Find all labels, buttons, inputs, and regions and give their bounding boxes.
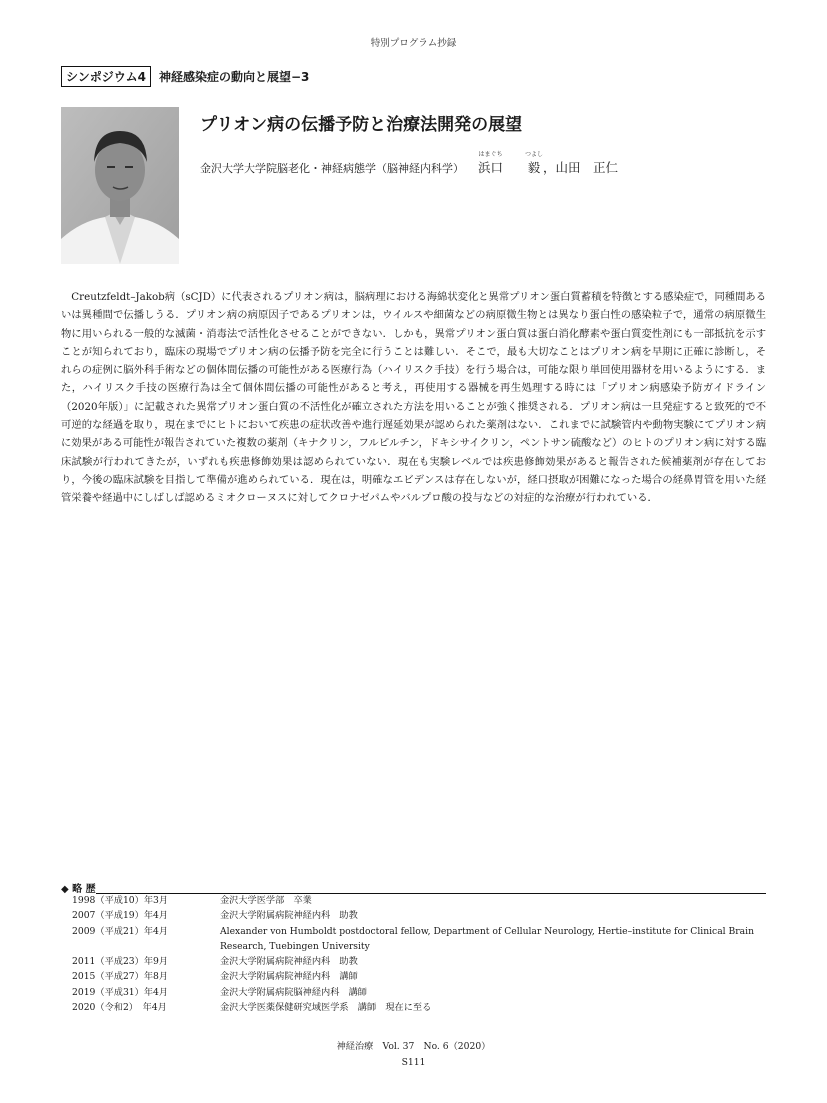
- session-title: 神経感染症の動向と展望−3: [158, 70, 310, 84]
- cv-entry: [72, 908, 766, 923]
- cv-text: 金沢大学医薬保健研究域医学系 講師 現在に至る: [220, 1002, 432, 1014]
- cv-text: 金沢大学医学部 卒業: [220, 895, 312, 906]
- page-footer: [0, 1039, 827, 1071]
- abstract-text: Creutzfeldt–Jakob病（sCJD）に代表されるプリオン病は，脳病理における海綿状変化と異常プリオン蛋白質蓄積を特徴とする感染症で，同種間あるいは異種間で伝播しうる．プリオン病の病原因子であるプリオンは，ウイルスや細菌などの病原微生物とは異なり蛋白性の感染粒子で，通常の病原微生物に用いられる一般的な滅菌・消毒法で活性化させることができない．しかも，異常プリオン蛋白質は蛋白消化酵素や蛋白質変性剤にも一部抵抗を示すことが知られており，臨床の現場でプリオン病の伝播予防を完全に行うことは難しい．そこで，最も大切なことはプリオン病を早期に正確に診断し，それらの症例に脳外科手術などの個体間伝播の可能性がある医療行為（ハイリスク手技）を行う場合は，可能な限り単回使用器材を用いるようにする．また，ハイリスク手技の医療行為は全て個体間伝播の可能性があると考え，再使用する器械を再生処理する時には「プリオン病感染予防ガイドライン（2020年版）」に記載された異常プリオン蛋白質の不活性化が確立された方法を用いることが強く推奨される．プリオン病は一旦発症すると致死的で不可逆的な経過を取り，現在までにヒトにおいて疾患の症状改善や進行遅延効果が認められた薬剤はない．これまでに試験管内や動物実験にてプリオン病に効果がある可能性が報告されていた複数の薬剤（キナクリン，フルピルチン，ドキシサイクリン，ペントサン硫酸など）のヒトのプリオン病に対する臨床試験が行われてきたが，いずれも疾患修飾効果は認められていない．現在も実験レベルでは疾患修飾効果があると報告された候補薬剤が存在しており，今後の臨床試験を目指して準備が進められている．現在は，明確なエビデンスは存在しないが，経口摂取が困難になった場合の経鼻胃管を用いた経管栄養や経過中にしばしば認めるミオクローヌスに対してクロナゼパムやバルプロ酸の投与などの対症的な治療が行われている．: [61, 291, 766, 505]
- cv-date: 2015（平成27）年8月: [72, 971, 169, 983]
- author-photo: [61, 107, 179, 264]
- authors: [478, 151, 618, 176]
- session-header: [61, 66, 309, 87]
- cv-entry: [72, 893, 766, 908]
- cv-date: 2020（令和2） 年4月: [72, 1002, 167, 1014]
- cv-date: 2011（平成23）年9月: [72, 956, 169, 968]
- cv-heading: [61, 880, 766, 894]
- author-separator: ，: [543, 160, 556, 175]
- author1-family-ruby: はまぐち: [478, 151, 503, 158]
- cv-date: 2009（平成21）年4月: [72, 925, 169, 937]
- cv-text: 金沢大学附属病院神経内科 講師: [220, 971, 358, 983]
- author1-family: [478, 151, 503, 176]
- cv-entry: [72, 969, 766, 984]
- running-head: 特別プログラム抄録: [370, 38, 457, 49]
- cv-text: Alexander von Humboldt postdoctoral fellow, Department of Cellular Neurology, Hertie–institute for Clinical Brain Research, Tuebingen University: [220, 925, 755, 952]
- author1-family-name: 浜口: [478, 160, 504, 175]
- page-number: S111: [401, 1057, 426, 1068]
- cv-entry: [72, 954, 766, 969]
- cv-date: 2007（平成19）年4月: [72, 910, 169, 922]
- affiliation: 金沢大学大学院脳老化・神経病態学（脳神経内科学）: [200, 162, 464, 175]
- article-title: プリオン病の伝播予防と治療法開発の展望: [200, 115, 523, 135]
- cv-text: 金沢大学附属病院脳神経内科 講師: [220, 986, 367, 998]
- session-label: シンポジウム4: [61, 66, 151, 87]
- author1-given-name: 毅: [527, 160, 541, 175]
- cv-text: 金沢大学附属病院神経内科 助教: [220, 910, 358, 922]
- author1-given-ruby: つよし: [525, 151, 544, 158]
- cv-list: [72, 893, 766, 1015]
- cv-date: 1998（平成10）年3月: [72, 895, 169, 906]
- journal-citation: 神経治療 Vol. 37 No. 6（2020）: [336, 1041, 491, 1052]
- cv-heading-label: ◆ 略 歴: [61, 884, 96, 895]
- author2-name: 山田 正仁: [555, 160, 619, 175]
- author1-given: [525, 151, 543, 176]
- cv-entry: [72, 1000, 766, 1015]
- cv-entry: [72, 985, 766, 1000]
- cv-text: 金沢大学附属病院神経内科 助教: [220, 956, 358, 968]
- cv-entry: [72, 924, 766, 955]
- byline: [200, 151, 618, 176]
- cv-date: 2019（平成31）年4月: [72, 986, 169, 998]
